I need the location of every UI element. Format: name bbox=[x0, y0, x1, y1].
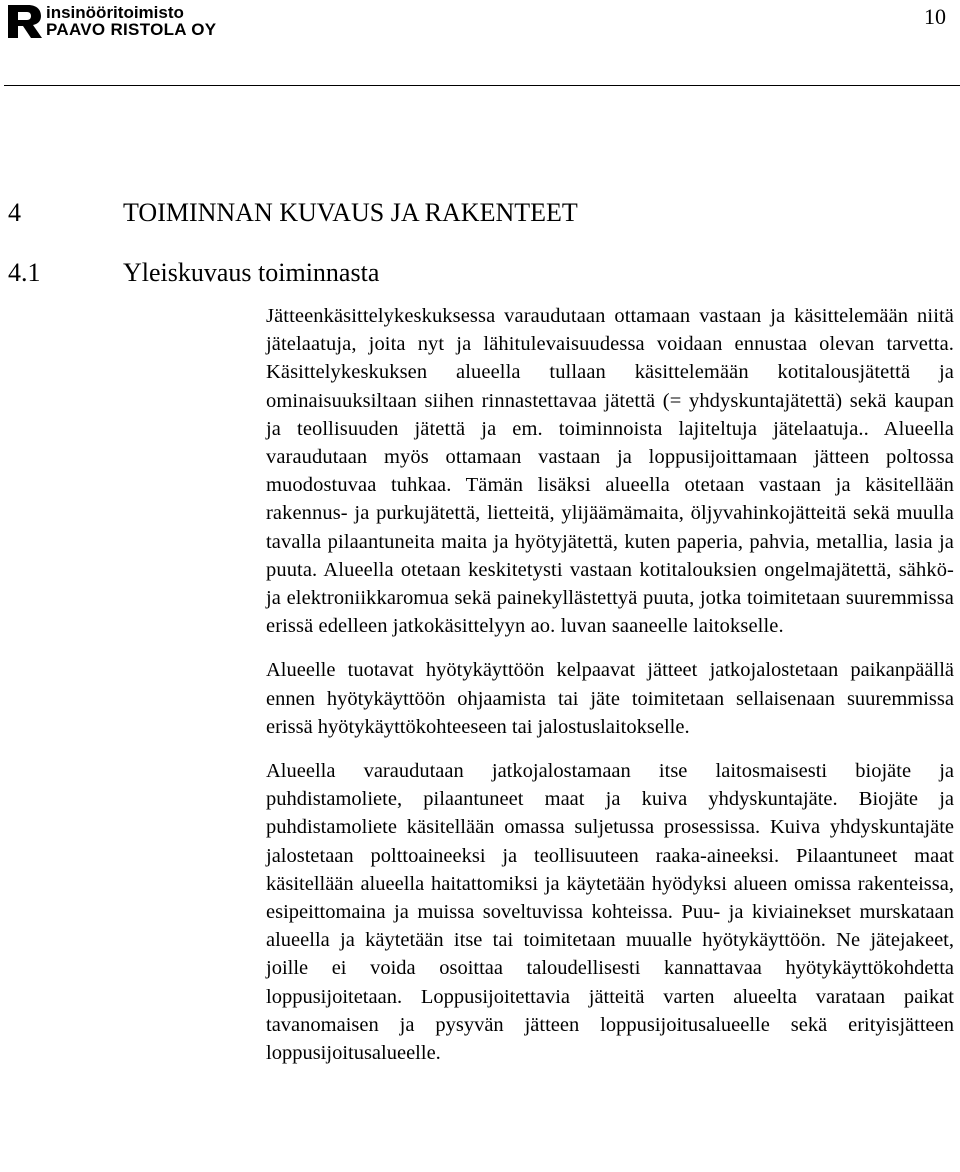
section-heading bbox=[8, 198, 578, 228]
section-title: TOIMINNAN KUVAUS JA RAKENTEET bbox=[123, 198, 578, 227]
page-header bbox=[0, 0, 960, 88]
subsection-number: 4.1 bbox=[8, 258, 41, 287]
paragraph: Alueella varaudutaan jatkojalostamaan itse laitosmaisesti biojäte ja puhdistamoliete, pilaantuneet maat ja kuiva yhdyskuntajäte. Biojäte ja puhdistamoliete käsitellään omassa suljetussa prosessissa. Kuiva yhdyskuntajäte jalostetaan polttoaineeksi ja teollisuuteen raaka-aineeksi. Pilaantuneet maat käsitellään alueella haitattomiksi ja käytetään hyödyksi alueen omissa rakenteissa, esipeittomaina ja muissa soveltuvissa kohteissa. Puu- ja kiviainekset murskataan alueella ja käytetään itse tai toimitetaan muualle hyötykäyttöön. Ne jätejakeet, joille ei voida osoittaa taloudellisesti kannattavaa hyötykäyttökohdetta loppusijoitetaan. Loppusijoitettavia jätteitä varten alueelta varataan paikat tavanomaisen ja pysyvän jätteen loppusijoitusalueelle sekä erityisjätteen loppusijoitusalueelle. bbox=[266, 760, 954, 1065]
company-logo-mark bbox=[6, 2, 44, 40]
paragraph: Jätteenkäsittelykeskuksessa varaudutaan ottamaan vastaan ja käsittelemään niitä jätelaatuja, joita nyt ja lähitulevaisuudessa voidaan ennustaa olevan tarvetta. Käsittelykeskuksen alueella tullaan käsittelemään kotitalousjätettä ja ominaisuuksiltaan siihen rinnastettavaa jätettä (= yhdyskuntajätettä) sekä kaupan ja teollisuuden jätettä ja em. toiminnoista lajiteltuja jätelaatuja.. Alueella varaudutaan myös ottamaan vastaan ja loppusijoittamaan jätteen poltossa muodostuvaa tuhkaa. Tämän lisäksi alueella otetaan vastaan ja käsitellään rakennus- ja purkujätettä, lietteitä, ylijäämämaita, öljyvahinkojätteitä sekä muulla tavalla pilaantuneita maita ja hyötyjätettä, kuten paperia, pahvia, metallia, lasia ja puuta. Alueella otetaan keskitetysti vastaan kotitalouksien ongelmajätettä, sähkö- ja elektroniikkaromua sekä painekyllästettyä puuta, jotka toimitetaan suuremmissa erissä edelleen jatkokäsittelyyn ao. luvan saaneelle laitokselle. bbox=[266, 305, 954, 638]
subsection-title: Yleiskuvaus toiminnasta bbox=[123, 258, 380, 287]
company-name-line2: PAAVO RISTOLA OY bbox=[46, 20, 217, 39]
page-number: 10 bbox=[924, 4, 946, 29]
header-divider bbox=[4, 85, 960, 86]
section-number: 4 bbox=[8, 198, 21, 227]
subsection-heading bbox=[8, 258, 379, 288]
body-text bbox=[266, 302, 954, 1083]
company-name-line1: insinööritoimisto bbox=[46, 3, 184, 22]
paragraph: Alueelle tuotavat hyötykäyttöön kelpaavat jätteet jatkojalostetaan paikanpäällä ennen hyötykäyttöön ohjaamista tai jäte toimitetaan sellaisenaan suuremmissa erissä hyötykäyttökohteeseen tai jalostuslaitokselle. bbox=[266, 659, 954, 738]
